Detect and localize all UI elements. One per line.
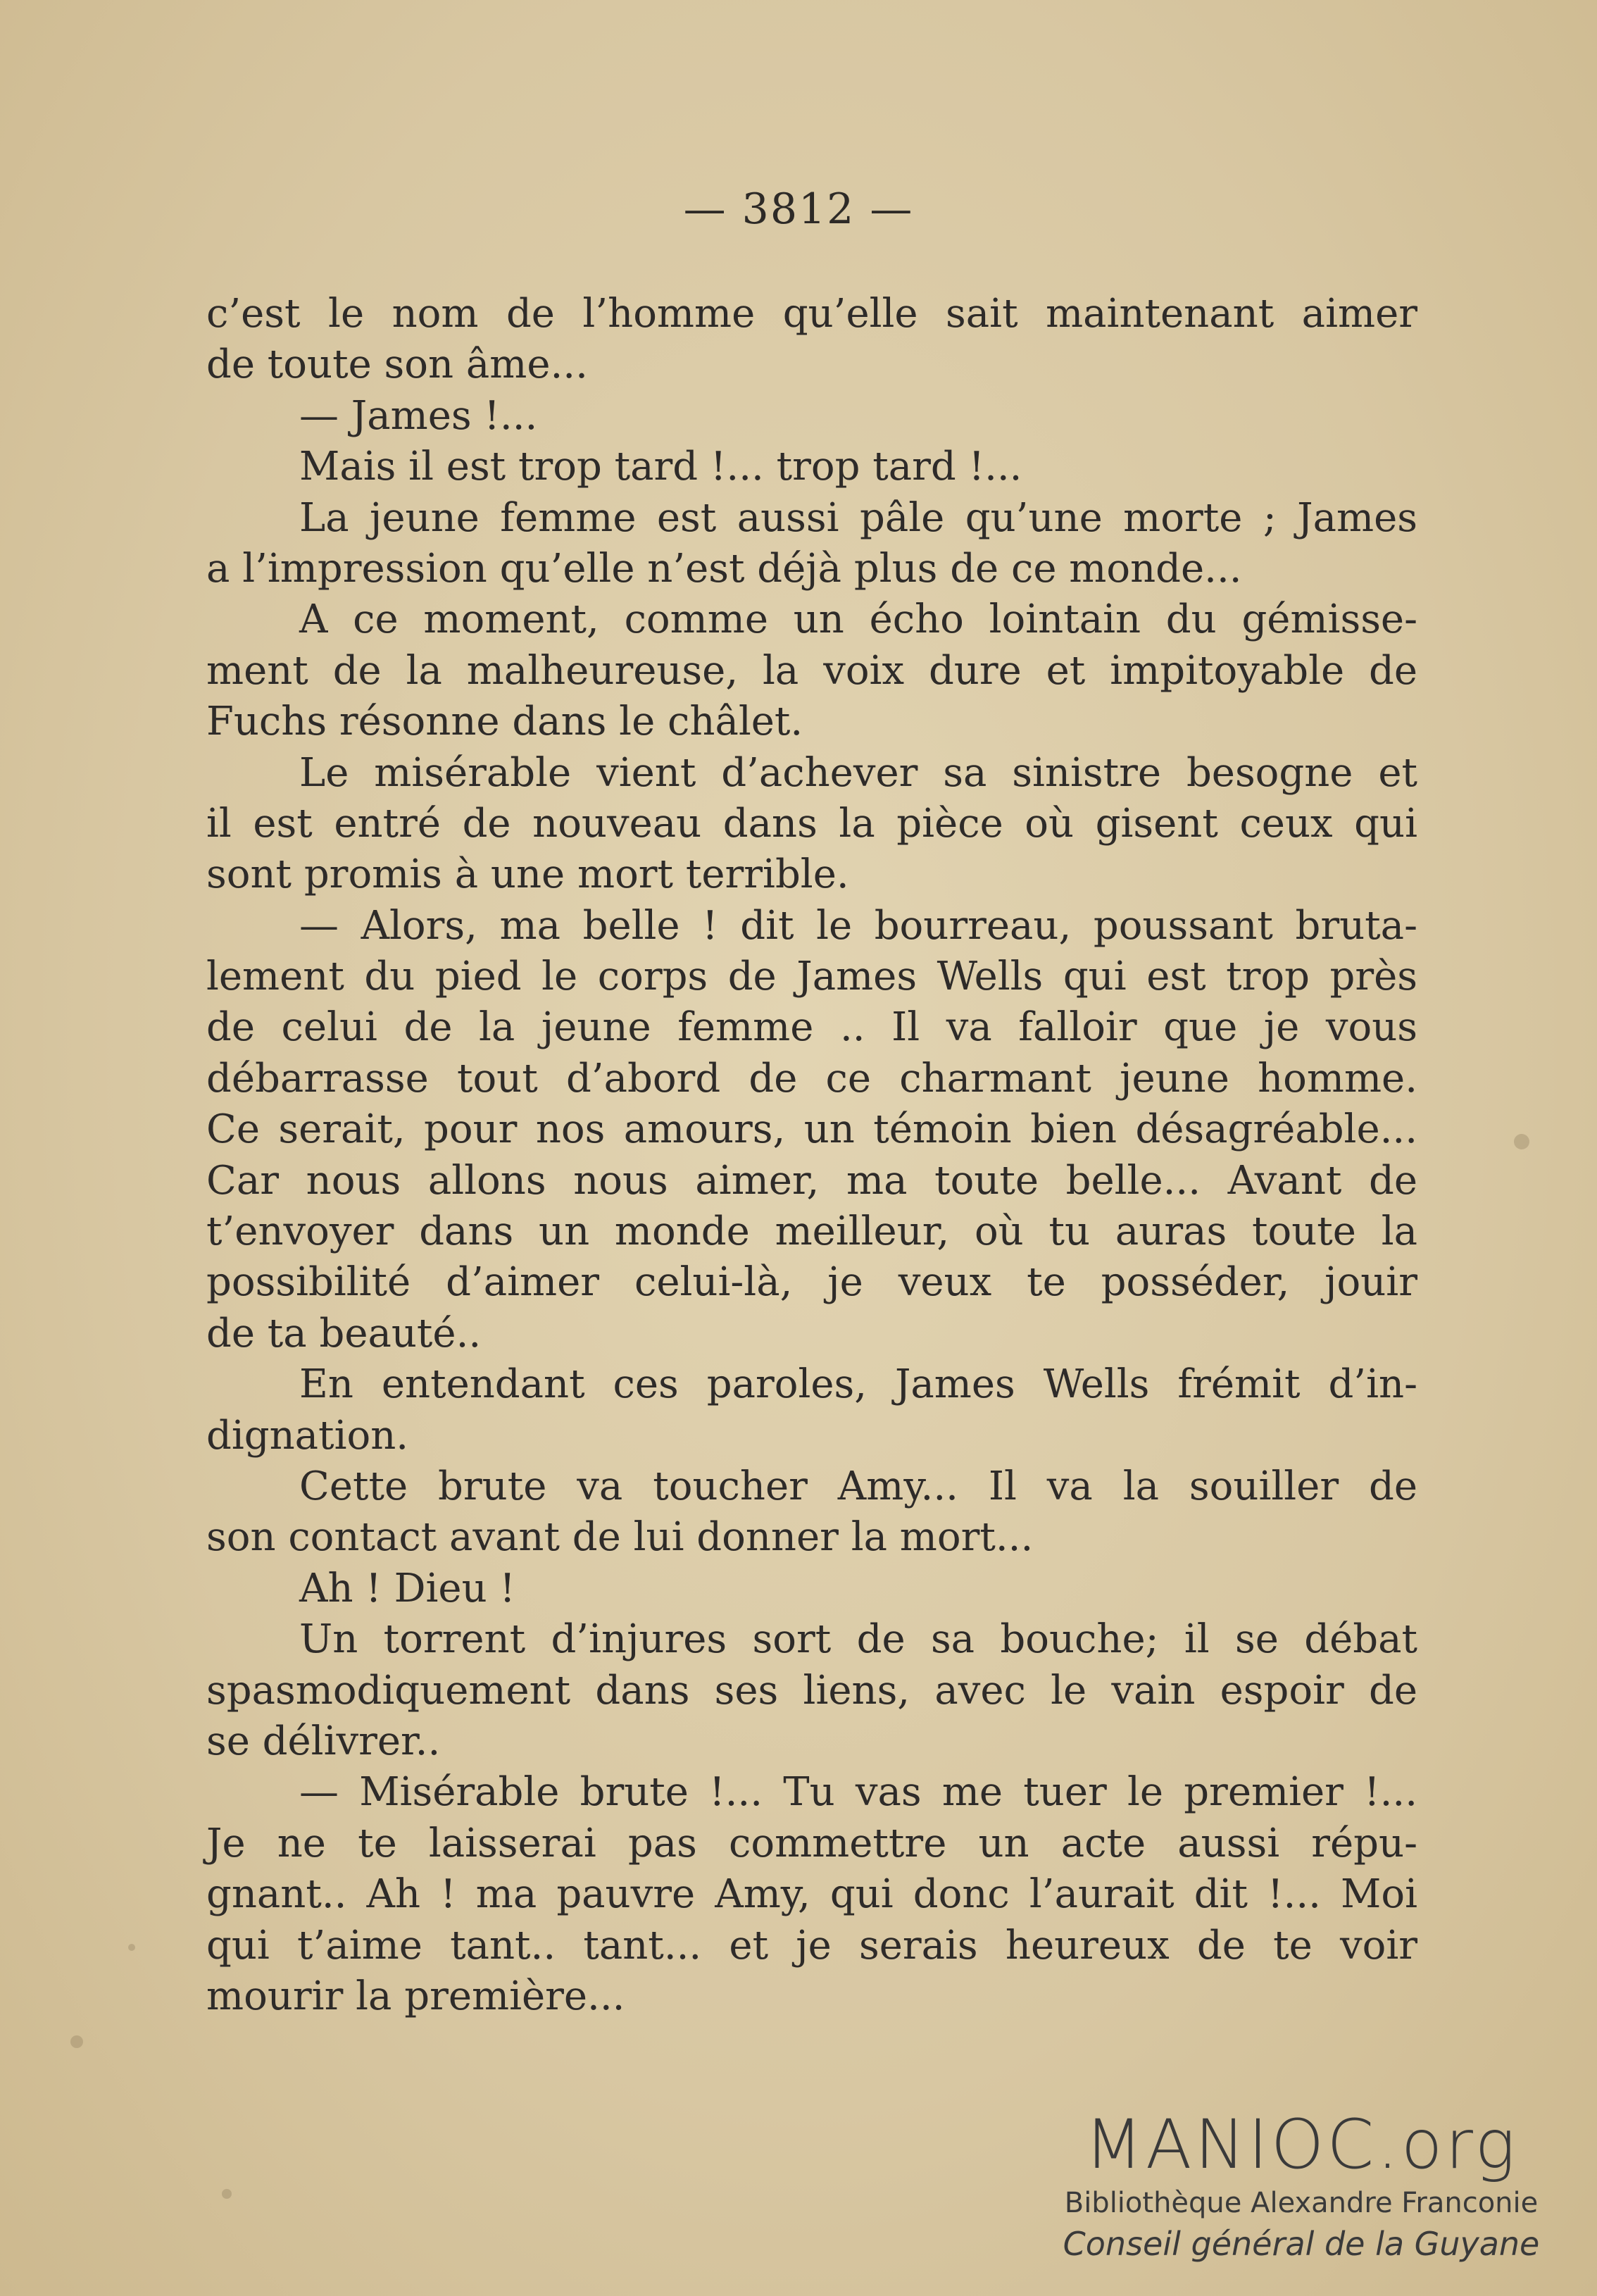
text-line: c’est le nom de l’homme qu’elle sait maintenant aimer xyxy=(206,291,1417,337)
text-line: — Misérable brute !... Tu vas me tuer le premier !... xyxy=(299,1769,1417,1816)
text-line: Mais il est trop tard !... trop tard !... xyxy=(299,444,1022,490)
text-line: Cette brute va toucher Amy... Il va la souiller de xyxy=(299,1463,1417,1509)
text-line: de celui de la jeune femme .. Il va falloir que je vous xyxy=(206,1004,1417,1051)
paper-speck xyxy=(1514,1134,1529,1149)
text-line: Je ne te laisserai pas commettre un acte aussi répu- xyxy=(206,1820,1417,1866)
paper-speck xyxy=(70,2035,83,2048)
council-name: Conseil général de la Guyane xyxy=(1063,2225,1540,2263)
text-line: Ah ! Dieu ! xyxy=(299,1565,515,1611)
text-line: a l’impression qu’elle n’est déjà plus de ce monde... xyxy=(206,545,1242,592)
text-line: lement du pied le corps de James Wells qui est trop près xyxy=(206,954,1417,1000)
text-line: La jeune femme est aussi pâle qu’une morte ; James xyxy=(299,494,1417,541)
text-line: son contact avant de lui donner la mort... xyxy=(206,1514,1034,1561)
manioc-watermark xyxy=(1048,2106,1555,2265)
text-line: Un torrent d’injures sort de sa bouche; il se débat xyxy=(299,1616,1417,1663)
text-line: — James !... xyxy=(299,392,538,439)
text-line: gnant.. Ah ! ma pauvre Amy, qui donc l’aurait dit !... Moi xyxy=(206,1871,1417,1918)
text-line: Ce serait, pour nos amours, un témoin bien désagréable... xyxy=(206,1106,1417,1153)
page-number: — 3812 — xyxy=(683,185,914,234)
text-line: Car nous allons nous aimer, ma toute belle... Avant de xyxy=(206,1157,1417,1204)
text-line: se délivrer.. xyxy=(206,1718,441,1764)
text-line: spasmodiquement dans ses liens, avec le vain espoir de xyxy=(206,1667,1417,1714)
text-line: qui t’aime tant.. tant... et je serais heureux de te voir xyxy=(206,1922,1417,1969)
text-line: t’envoyer dans un monde meilleur, où tu auras toute la xyxy=(206,1209,1417,1255)
text-line: de toute son âme... xyxy=(206,342,588,388)
text-line: ment de la malheureuse, la voix dure et impitoyable de xyxy=(206,647,1417,694)
text-line: A ce moment, comme un écho lointain du gémisse- xyxy=(299,597,1417,643)
text-line: — Alors, ma belle ! dit le bourreau, poussant bruta- xyxy=(299,902,1417,949)
paper-speck xyxy=(128,1944,135,1951)
text-line: de ta beauté.. xyxy=(206,1310,482,1356)
text-line: dignation. xyxy=(206,1412,409,1459)
manioc-logo: MANIOC.org xyxy=(1084,2105,1518,2184)
text-line: Fuchs résonne dans le châlet. xyxy=(206,699,803,745)
text-line: sont promis à une mort terrible. xyxy=(206,851,849,898)
text-line: il est entré de nouveau dans la pièce où gisent ceux qui xyxy=(206,800,1417,847)
text-line: possibilité d’aimer celui-là, je veux te posséder, jouir xyxy=(206,1259,1417,1306)
body-text xyxy=(206,289,1417,2022)
text-line: Le misérable vient d’achever sa sinistre besogne et xyxy=(299,749,1417,796)
paper-speck xyxy=(222,2189,232,2199)
text-line: En entendant ces paroles, James Wells frémit d’in- xyxy=(299,1361,1417,1408)
library-name: Bibliothèque Alexandre Franconie xyxy=(1064,2187,1539,2219)
text-line: débarrasse tout d’abord de ce charmant jeune homme. xyxy=(206,1055,1417,1102)
text-line: mourir la première... xyxy=(206,1973,625,2019)
